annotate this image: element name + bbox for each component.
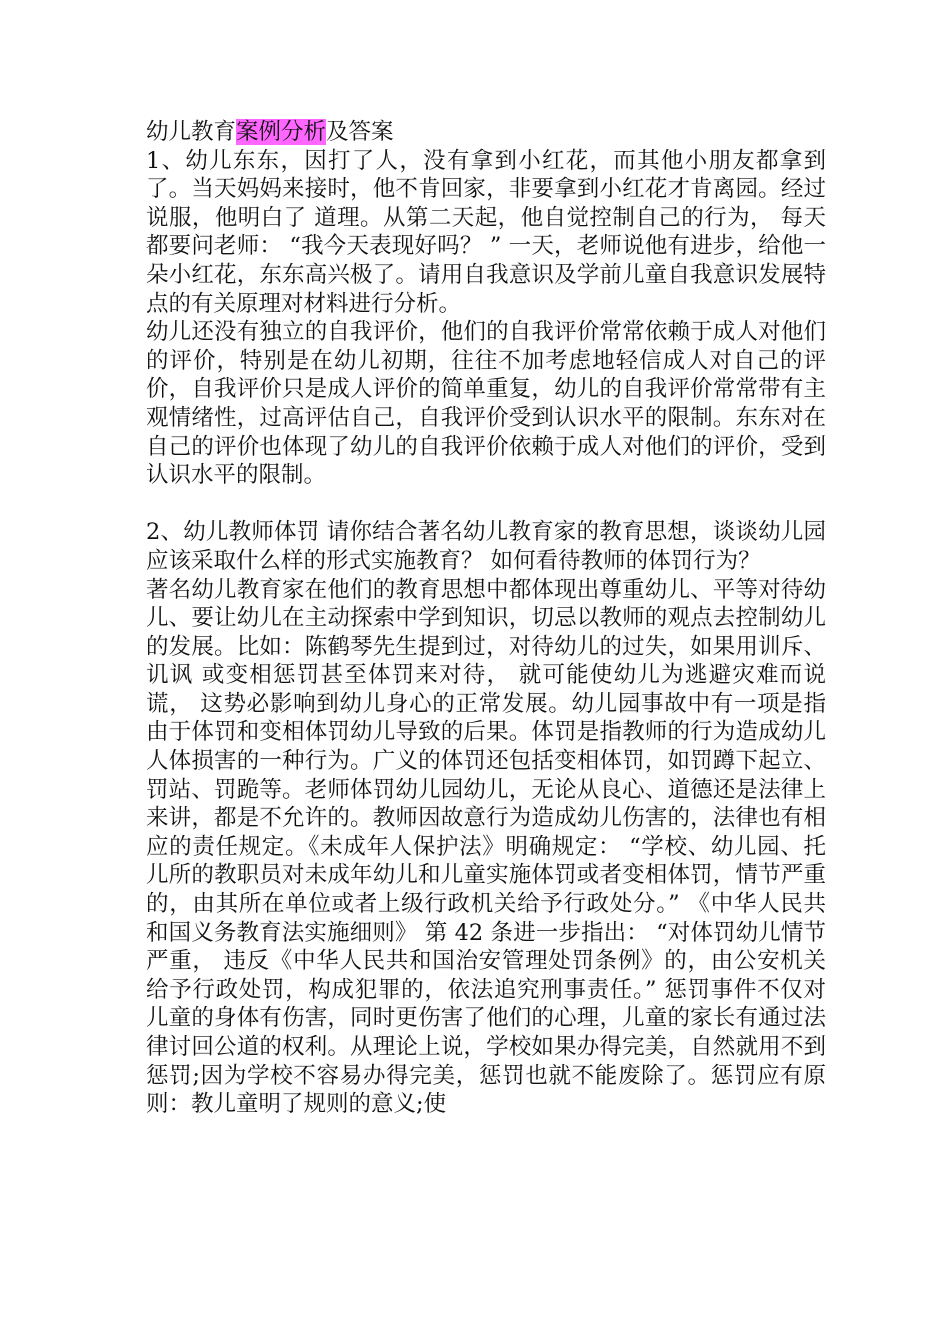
case1-question: 1、幼儿东东，因打了人，没有拿到小红花，而其他小朋友都拿到了。当天妈妈来接时，他不肯回家，非要拿到小红花才肯离园。经过说服，他明白了 道理。从第二天起，他自觉控制自己的行为， 每天都要问老师： “我今天表现好吗？ ” 一天，老师说他有进步，给他一朵小红花，东东高兴极了。请用自我意识及学前儿童自我意识发展特点的有关原理对材料进行分析。 <box>146 147 826 317</box>
document-page <box>146 118 826 1119</box>
title-prefix: 幼儿教育 <box>146 119 237 145</box>
title-highlight: 案例分析 <box>236 119 327 145</box>
case1-answer: 幼儿还没有独立的自我评价，他们的自我评价常常依赖于成人对他们的评价，特别是在幼儿初期，往往不加考虑地轻信成人对自己的评价，自我评价只是成人评价的简单重复，幼儿的自我评价常常带有主观情绪性，过高评估自己，自我评价受到认识水平的限制。东东对在自己的评价也体现了幼儿的自我评价依赖于成人对他们的评价，受到认识水平的限制。 <box>146 319 826 489</box>
paragraph-gap <box>146 490 826 519</box>
case2-answer: 著名幼儿教育家在他们的教育思想中都体现出尊重幼儿、平等对待幼儿、要让幼儿在主动探索中学到知识，切忌以教师的观点去控制幼儿的发展。比如：陈鹤琴先生提到过，对待幼儿的过失，如果用训斥、讥讽 或变相惩罚甚至体罚来对待， 就可能使幼儿为逃避灾难而说谎， 这势必影响到幼儿身心的正常发展。幼儿园事故中有一项是指由于体罚和变相体罚幼儿导致的后果。体罚是指教师的行为造成幼儿人体损害的一种行为。广义的体罚还包括变相体罚，如罚蹲下起立、罚站、罚跪等。老师体罚幼儿园幼儿，无论从良心、道德还是法律上来讲，都是不允许的。教师因故意行为造成幼儿伤害的，法律也有相应的责任规定。《未成年人保护法》明确规定： “学校、幼儿园、托儿所的教职员对未成年幼儿和儿童实施体罚或者变相体罚，情节严重的，由其所在单位或者上级行政机关给予行政处分。” 《中华人民共和国义务教育法实施细则》 第 42 条进一步指出： “对体罚幼儿情节严重， 违反《中华人民共和国治安管理处罚条例》的，由公安机关给予行政处罚，构成犯罪的，依法追究刑事责任。” 惩罚事件不仅对儿童的身体有伤害，同时更伤害了他们的心理，儿童的家长有通过法律讨回公道的权利。从理论上说，学校如果办得完美，自然就用不到惩罚;因为学校不容易办得完美，惩罚也就不能废除了。惩罚应有原则：教儿童明了规则的意义;使 <box>146 576 826 1118</box>
title-suffix: 及答案 <box>326 119 394 145</box>
case2-question: 2、幼儿教师体罚 请你结合著名幼儿教育家的教育思想，谈谈幼儿园应该采取什么样的形式实施教育？ 如何看待教师的体罚行为？ <box>146 519 826 574</box>
document-title <box>146 118 826 147</box>
